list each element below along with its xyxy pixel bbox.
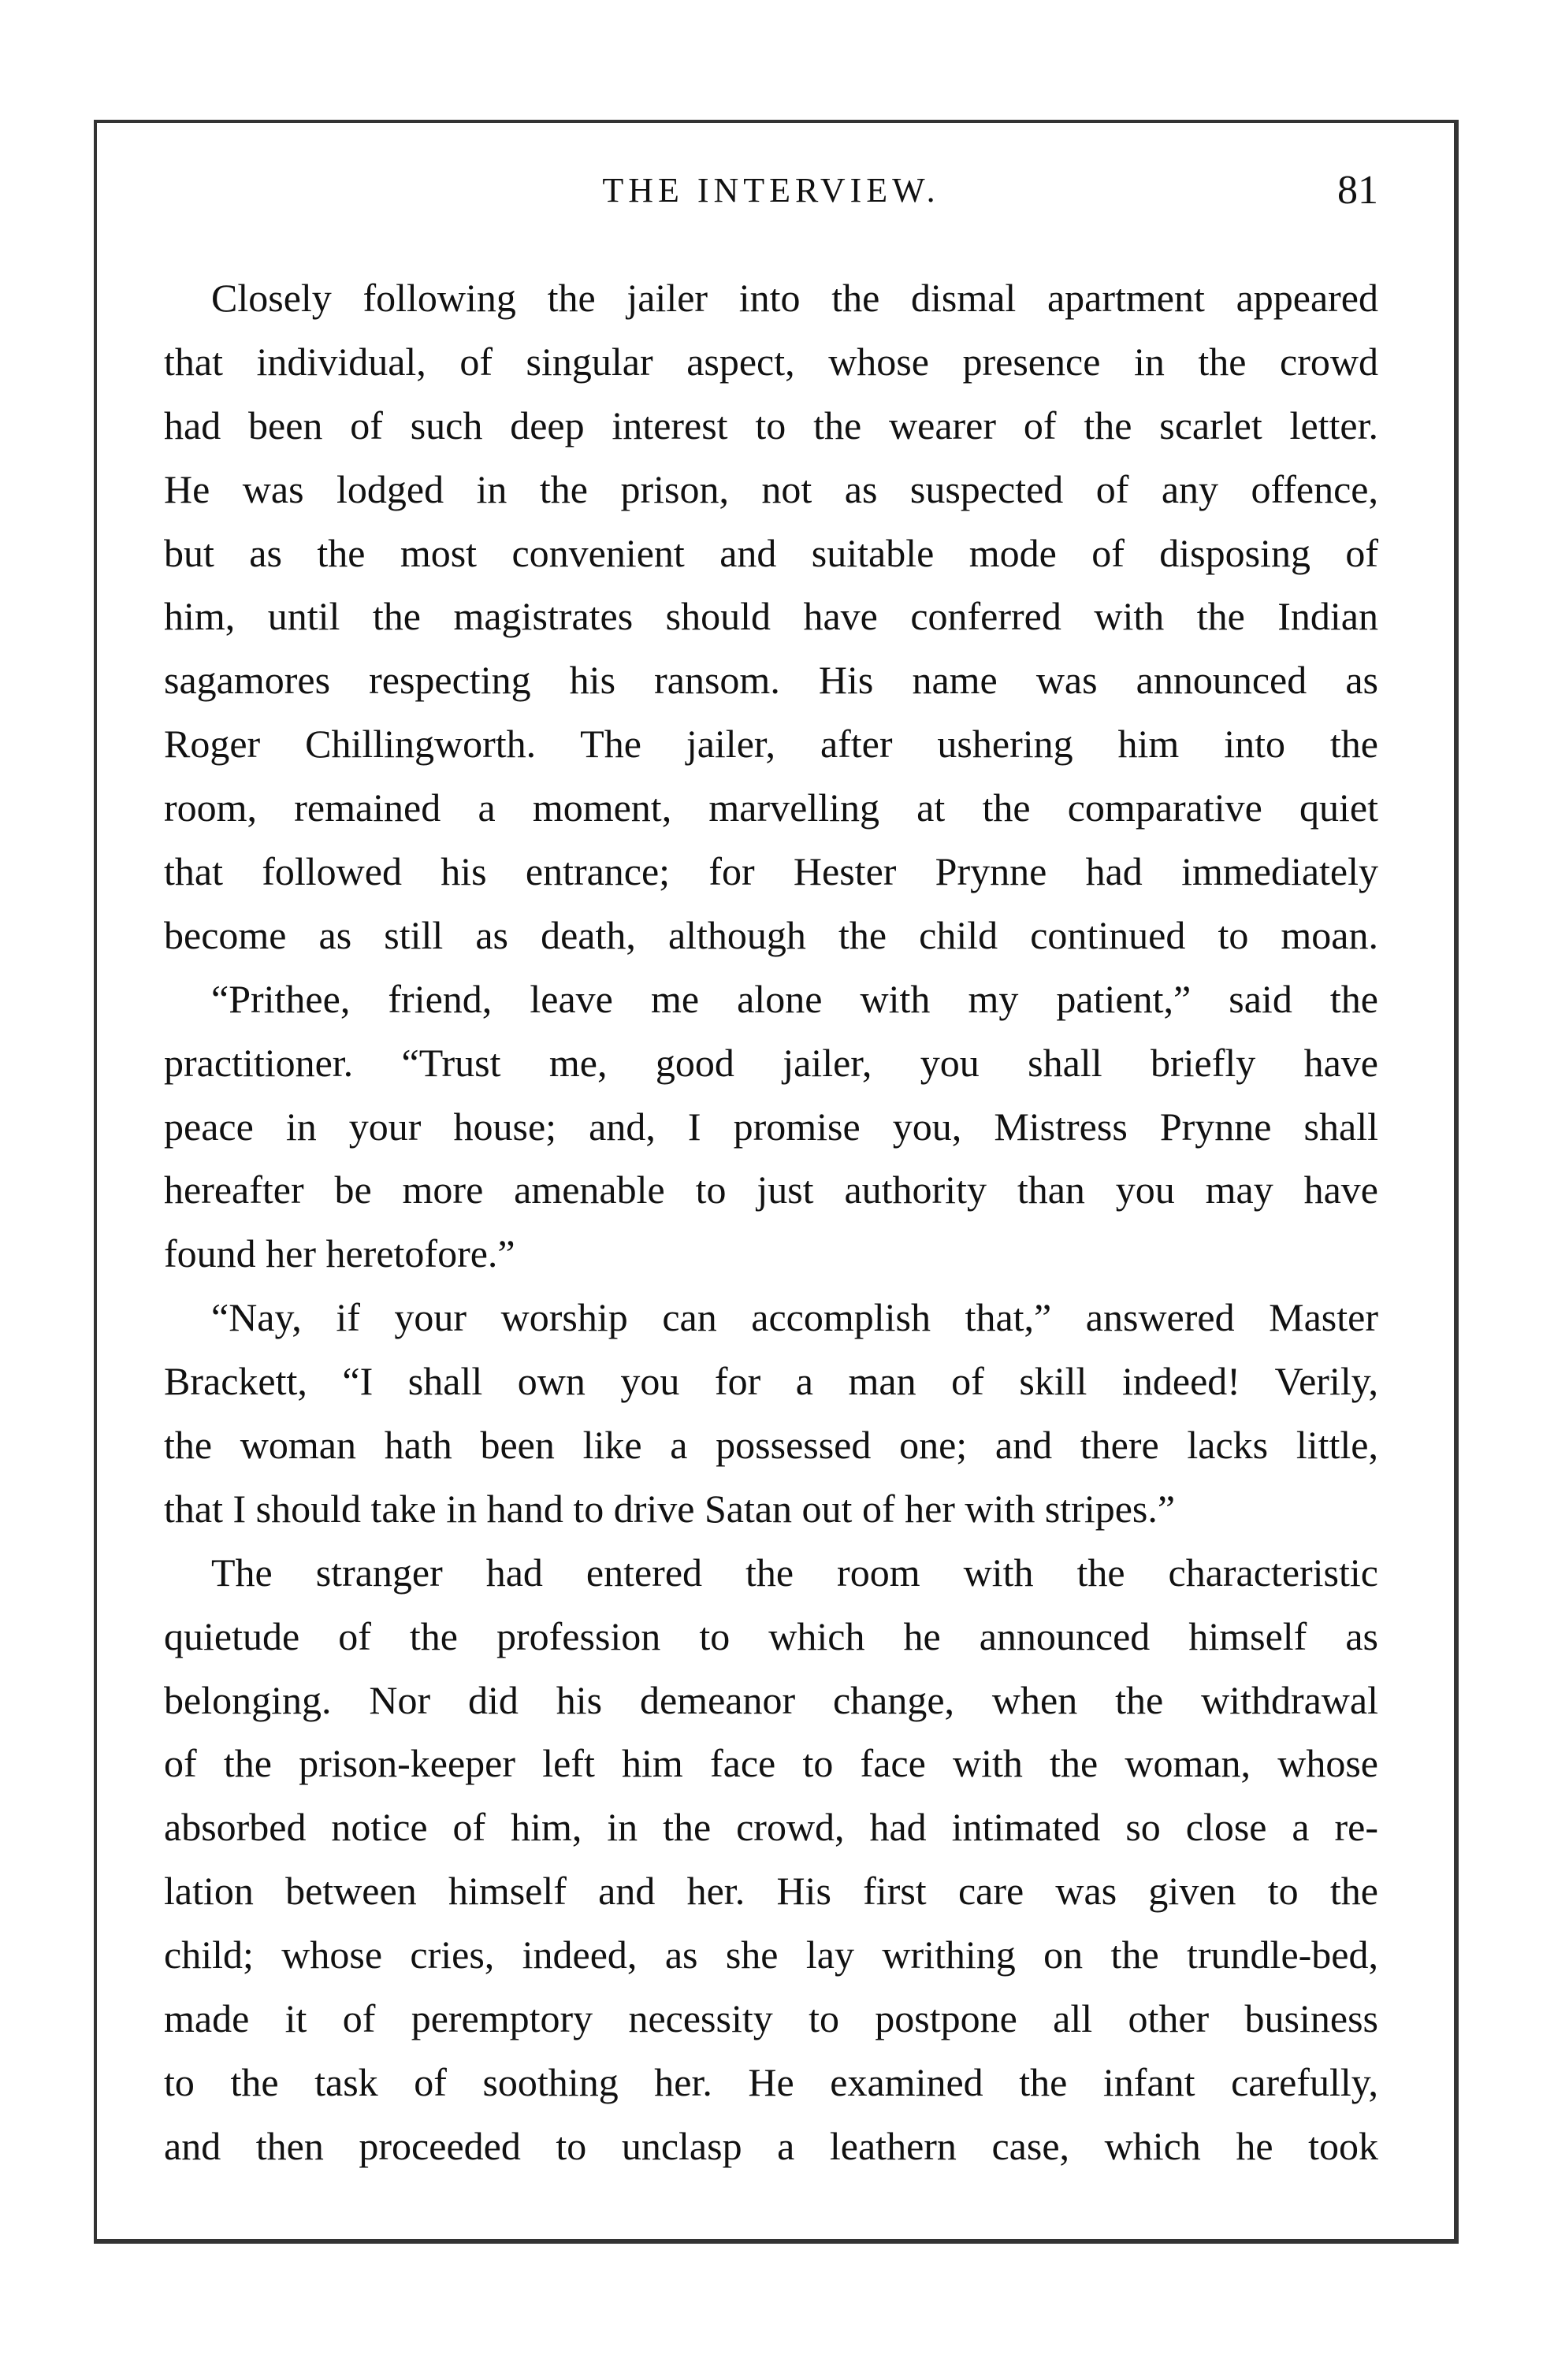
text-line: Closely following the jailer into the dismal apartment appeared [211, 276, 1378, 320]
text-line: found her heretofore.” [164, 1231, 515, 1276]
text-line: that followed his entrance; for Hester Prynne had immediately [164, 849, 1378, 894]
text-line: hereafter be more amenable to just authority than you may have [164, 1168, 1378, 1212]
text-line: lation between himself and her. His first care was given to the [164, 1869, 1378, 1914]
text-line: that I should take in hand to drive Satan out of her with stripes.” [164, 1486, 1176, 1531]
text-line: sagamores respecting his ransom. His name was announced as [164, 658, 1378, 703]
text-line: peace in your house; and, I promise you, Mistress Prynne shall [164, 1104, 1378, 1149]
text-line: and then proceeded to unclasp a leathern case, which he took [164, 2123, 1378, 2168]
text-line: become as still as death, although the child continued to moan. [164, 912, 1378, 957]
page-body-text [164, 266, 1378, 2178]
text-line: He was lodged in the prison, not as suspected of any offence, [164, 466, 1378, 511]
text-line: made it of peremptory necessity to postpone all other business [164, 1996, 1378, 2041]
text-line: but as the most convenient and suitable mode of disposing of [164, 530, 1378, 575]
text-line: The stranger had entered the room with the characteristic [211, 1550, 1378, 1595]
text-line: quietude of the profession to which he announced himself as [164, 1613, 1378, 1658]
text-line: that individual, of singular aspect, whose presence in the crowd [164, 339, 1378, 384]
text-line: “Nay, if your worship can accomplish that,” answered Master [211, 1295, 1378, 1340]
text-line: had been of such deep interest to the wearer of the scarlet letter. [164, 403, 1378, 447]
text-line: practitioner. “Trust me, good jailer, you shall briefly have [164, 1040, 1378, 1085]
page-number: 81 [1337, 168, 1378, 213]
text-line: absorbed notice of him, in the crowd, had intimated so close a re- [164, 1805, 1378, 1850]
page-header [164, 167, 1378, 217]
text-line: child; whose cries, indeed, as she lay writhing on the trundle-bed, [164, 1933, 1378, 1977]
text-line: the woman hath been like a possessed one; and there lacks little, [164, 1423, 1378, 1468]
text-line: to the task of soothing her. He examined the infant carefully, [164, 2059, 1378, 2104]
text-line: “Prithee, friend, leave me alone with my patient,” said the [211, 976, 1378, 1021]
text-line: room, remained a moment, marvelling at the comparative quiet [164, 785, 1378, 830]
text-line: of the prison-keeper left him face to face with the woman, whose [164, 1741, 1378, 1786]
text-line: Brackett, “I shall own you for a man of skill indeed! Verily, [164, 1359, 1378, 1404]
text-line: belonging. Nor did his demeanor change, when the withdrawal [164, 1677, 1378, 1722]
running-title: THE INTERVIEW. [602, 171, 940, 210]
text-line: him, until the magistrates should have conferred with the Indian [164, 594, 1378, 639]
text-line: Roger Chillingworth. The jailer, after ushering him into the [164, 722, 1378, 767]
